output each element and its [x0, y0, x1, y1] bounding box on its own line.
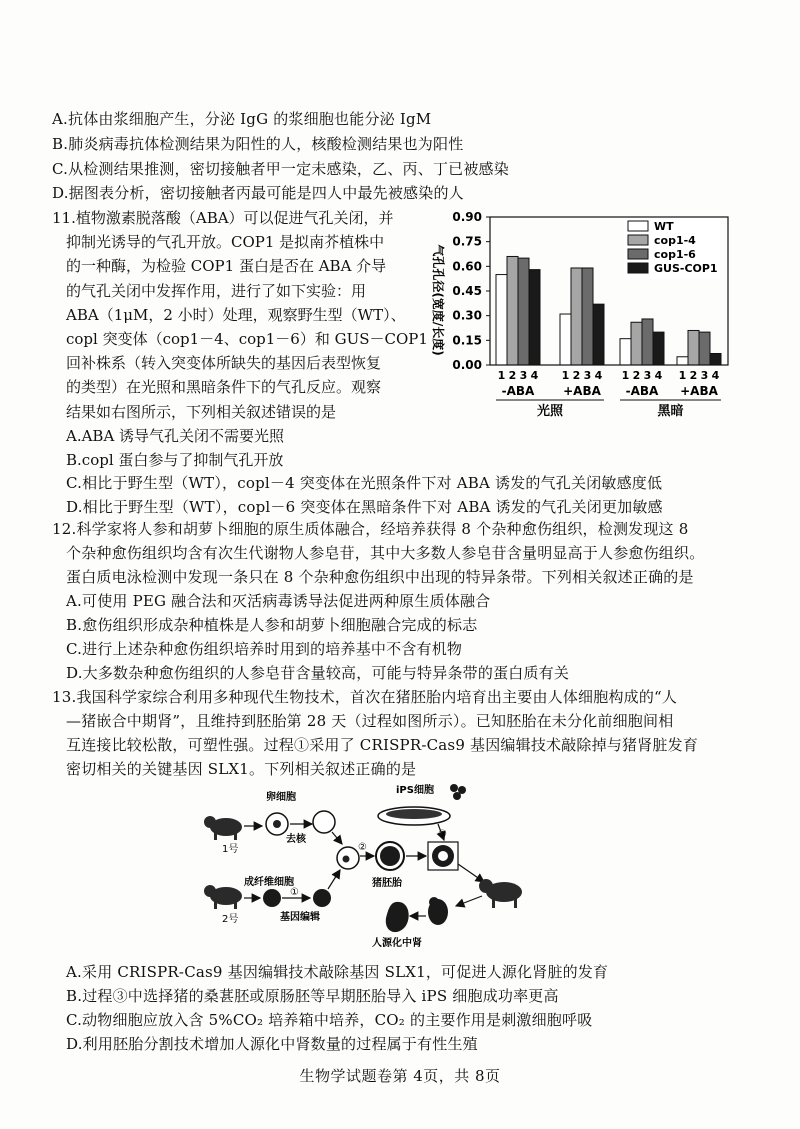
q10-option-b: B.肺炎病毒抗体检测结果为阳性的人，核酸检测结果也为阳性: [52, 135, 464, 153]
q11-option-d: D.相比于野生型（WT），copl－6 突变体在黑暗条件下对 ABA 诱发的气孔关闭更加敏感: [66, 498, 663, 516]
q11-line: 的气孔关闭中发挥作用，进行了如下实验：用: [66, 281, 367, 300]
bar-number: 2: [572, 369, 581, 382]
q13-option-c: C.动物细胞应放入含 5%CO₂ 培养箱中培养，CO₂ 的主要作用是刺激细胞呼吸: [66, 1011, 593, 1029]
q13-option-b: B.过程③中选择猪的桑葚胚或原肠胚等早期胚胎导入 iPS 细胞成功率更高: [66, 987, 559, 1005]
bar-number: 2: [632, 369, 641, 382]
condition-label: 光照: [536, 404, 564, 419]
step-3-label: ③: [438, 829, 447, 840]
q11-line: copl 突变体（cop1－4、cop1－6）和 GUS－COP1: [66, 330, 428, 349]
q12-option-d: D.大多数杂种愈伤组织的人参皂苷含量较高，可能与特异条带的蛋白质有关: [66, 664, 570, 682]
y-tick-label: 0.75: [452, 234, 482, 249]
egg-cell-label: 卵细胞: [266, 792, 296, 803]
legend-swatch: [628, 263, 648, 273]
q13-stem-line: 互连接比较松散，可塑性强。过程①采用了 CRISPR-Cas9 基因编辑技术敲除掉与猪肾脏发育: [66, 736, 699, 754]
fibroblast-cell-icon: [263, 889, 281, 907]
bar-cop1-4-0: [507, 256, 518, 365]
chimera-process-diagram: [200, 782, 530, 950]
q13-stem-line: —猪嵌合中期肾”，且维持到胚胎第 28 天（过程如图所示）。已知胚胎在未分化前细胞间相: [66, 712, 674, 730]
q11-line: 结果如右图所示，下列相关叙述错误的是: [66, 402, 337, 421]
y-tick-label: 0.15: [452, 333, 482, 348]
y-tick-label: 0.90: [452, 210, 482, 224]
legend-swatch: [628, 249, 648, 259]
q11-text-block: [52, 206, 428, 472]
legend-label: WT: [654, 220, 674, 233]
group-label: +ABA: [680, 384, 718, 398]
step-2-label: ②: [358, 842, 367, 853]
q10-option-a: A.抗体由浆细胞产生，分泌 IgG 的浆细胞也能分泌 IgM: [52, 110, 432, 128]
surrogate-pig-icon: [479, 879, 522, 908]
bar-WT-3: [677, 357, 688, 365]
bar-number: 2: [689, 369, 698, 382]
q11-line: 11.植物激素脱落酸（ABA）可以促进气孔关闭，并: [52, 209, 394, 227]
legend-label: GUS-COP1: [654, 262, 718, 275]
q11-line: 的类型）在光照和黑暗条件下的气孔反应。观察: [66, 378, 382, 397]
bar-number: 3: [700, 369, 709, 382]
q11-option-b: B.copl 蛋白参与了抑制气孔开放: [66, 451, 284, 470]
step-1-label: ①: [290, 887, 299, 898]
q13-option-a: A.采用 CRISPR-Cas9 基因编辑技术敲除基因 SLX1，可促进人源化肾脏的发育: [66, 963, 609, 981]
q12-stem-line: 蛋白质电泳检测中发现一条只在 8 个杂种愈伤组织中出现的特异条带。下列相关叙述正确的是: [66, 568, 694, 586]
q13-stem-line: 13.我国科学家综合利用多种现代生物技术，首次在猪胚胎内培育出主要由人体细胞构成的“人: [52, 688, 678, 706]
egg-cell-icon: [266, 813, 288, 835]
chart-ylabel: 气孔孔径(宽度/长度): [431, 244, 445, 356]
bar-GUS-COP1-0: [529, 270, 540, 365]
bar-number: 3: [519, 369, 528, 382]
bar-number: 4: [530, 369, 539, 382]
q11-option-a: A.ABA 诱导气孔关闭不需要光照: [66, 426, 285, 445]
gene-edit-label: 基因编辑: [280, 912, 320, 923]
bar-number: 2: [508, 369, 517, 382]
q11-option-c: C.相比于野生型（WT），copl－4 突变体在光照条件下对 ABA 诱发的气孔关闭敏感度低: [66, 474, 663, 492]
ips-cells-label: iPS细胞: [396, 785, 434, 796]
q10-option-c: C.从检测结果推测，密切接触者甲一定未感染，乙、丙、丁已被感染: [52, 160, 509, 178]
ips-culture-dish-icon: [378, 807, 450, 825]
legend-swatch: [628, 235, 648, 245]
q13-option-d: D.利用胚胎分割技术增加人源化中肾数量的过程属于有性生殖: [66, 1035, 478, 1053]
pig-1-icon: [204, 816, 242, 840]
bar-cop1-4-1: [571, 268, 582, 365]
pig-2-icon: [204, 885, 242, 909]
y-tick-label: 0.00: [452, 358, 482, 372]
bar-cop1-6-0: [518, 258, 529, 365]
q12-option-b: B.愈伤组织形成杂种植株是人参和胡萝卜细胞融合完成的标志: [66, 616, 478, 634]
y-tick-label: 0.45: [452, 284, 482, 298]
group-label: -ABA: [501, 384, 535, 398]
bar-WT-1: [560, 314, 571, 365]
bar-GUS-COP1-2: [653, 332, 664, 365]
group-label: -ABA: [625, 384, 659, 398]
q12-stem-line: 个杂种愈伤组织均含有次生代谢物人参皂苷，其中大多数人参皂苷含量明显高于人参愈伤组织。: [66, 544, 705, 562]
y-tick-label: 0.30: [452, 308, 482, 323]
bar-number: 1: [621, 369, 630, 382]
condition-label: 黑暗: [657, 404, 684, 419]
legend-label: cop1-6: [654, 248, 696, 261]
bar-number: 1: [678, 369, 687, 382]
reconstructed-egg-icon: [337, 847, 359, 869]
enucleate-label: 去核: [286, 834, 306, 845]
y-tick-label: 0.60: [452, 259, 482, 274]
bar-cop1-6-2: [642, 319, 653, 365]
bar-number: 4: [711, 369, 720, 382]
bar-number: 1: [561, 369, 570, 382]
bar-cop1-4-3: [688, 330, 699, 365]
bar-number: 4: [594, 369, 603, 382]
q11-line: ABA（1μM，2 小时）处理，观察野生型（WT）、: [66, 305, 406, 324]
legend-swatch: [628, 221, 648, 231]
legend-label: cop1-4: [654, 234, 696, 247]
ips-cell-cluster-icon: [450, 784, 466, 800]
bar-number: 3: [643, 369, 652, 382]
fibroblast-label: 成纤维细胞: [244, 877, 294, 888]
bar-GUS-COP1-1: [593, 304, 604, 365]
pig-embryo-label: 猪胚胎: [372, 878, 402, 889]
fetus-icon: [428, 897, 448, 925]
edited-cell-icon: [313, 889, 331, 907]
bar-number: 1: [497, 369, 506, 382]
bar-number: 3: [583, 369, 592, 382]
bar-cop1-4-2: [631, 322, 642, 365]
q12-option-c: C.进行上述杂种愈伤组织培养时用到的培养基中不含有机物: [66, 640, 463, 658]
pig-embryo-icon: [376, 842, 404, 870]
q11-line: 的一种酶，为检验 COP1 蛋白是否在 ABA 介导: [66, 257, 387, 276]
q12-stem-line: 12.科学家将人参和胡萝卜细胞的原生质体融合，经培养获得 8 个杂种愈伤组织，检测发现这 8: [52, 520, 689, 538]
q11-line: 抑制光诱导的气孔开放。COP1 是拟南芥植株中: [66, 233, 385, 252]
bar-cop1-6-3: [699, 332, 710, 365]
q11-line: 回补株系（转入突变体所缺失的基因后表型恢复: [66, 354, 382, 373]
stomata-bar-chart: [428, 205, 738, 437]
pig-1-label: 1号: [222, 844, 239, 855]
bar-GUS-COP1-3: [710, 353, 721, 365]
bar-WT-2: [620, 339, 631, 365]
group-label: +ABA: [563, 384, 601, 398]
chimeric-embryo-icon: [428, 842, 458, 870]
pig-2-label: 2号: [222, 914, 239, 925]
bar-cop1-6-1: [582, 268, 593, 365]
kidney-icon: [386, 902, 409, 932]
q10-option-d: D.据图表分析，密切接触者丙最可能是四人中最先被感染的人: [52, 184, 464, 202]
q12-option-a: A.可使用 PEG 融合法和灭活病毒诱导法促进两种原生质体融合: [66, 592, 491, 610]
bar-WT-0: [496, 275, 507, 365]
enucleated-egg-icon: [313, 811, 335, 833]
bar-number: 4: [654, 369, 663, 382]
q13-stem-line: 密切相关的关键基因 SLX1。下列相关叙述正确的是: [66, 760, 417, 778]
page-footer: 生物学试题卷第 4页，共 8页: [299, 1067, 501, 1085]
humanized-kidney-label: 人源化中肾: [372, 938, 422, 949]
